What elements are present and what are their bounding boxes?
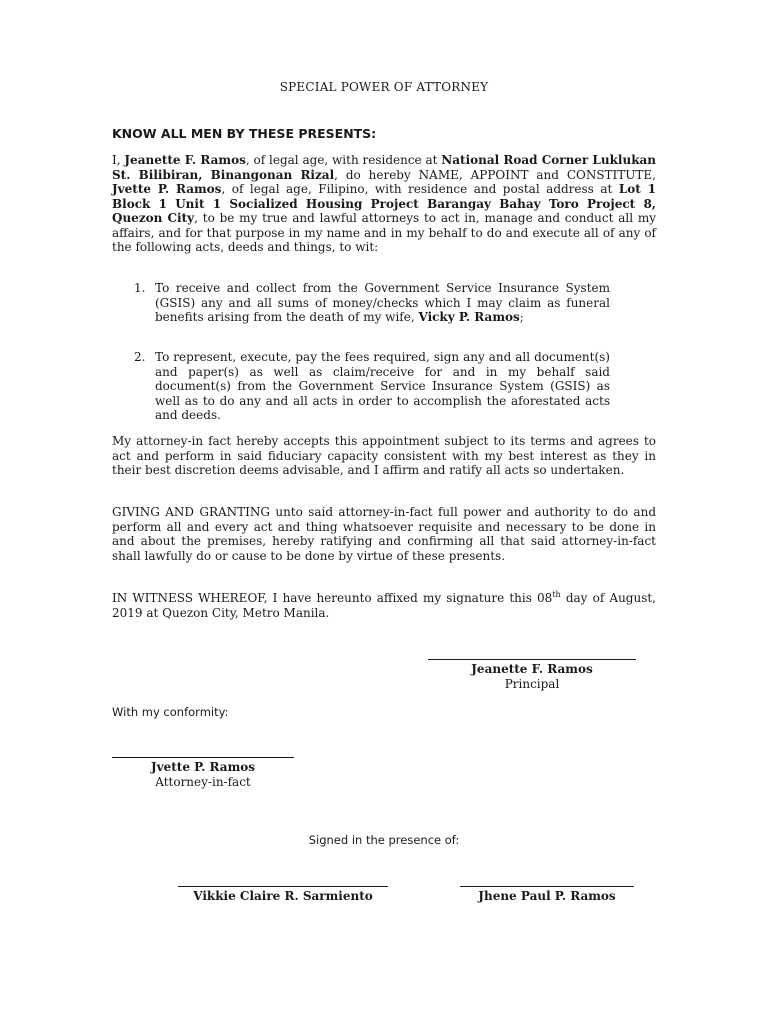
document-heading: KNOW ALL MEN BY THESE PRESENTS: [112,126,377,141]
attorney-signature-role: Attorney-in-fact [155,774,251,789]
principal-signature-block [428,659,636,691]
signature-line [460,886,634,887]
signature-line [178,886,388,887]
attorney-name: Jvette P. Ramos [112,182,222,196]
intro-text-4: , of legal age, Filipino, with residence and postal address at [221,182,619,196]
witness-name: Jhene Paul P. Ramos [478,889,616,903]
item-tail: ; [519,310,524,324]
witness-signature-block [178,886,388,904]
principal-name: Jeanette F. Ramos [124,153,246,167]
witness-text-1: IN WITNESS WHEREOF, I have hereunto affixed my signature this 08 [112,591,553,605]
principal-address: National Road Corner Luklukan St. Bilibiran, Binangonan Rizal [112,153,657,182]
intro-text-3: , do hereby NAME, APPOINT and CONSTITUTE, [334,167,656,182]
document-title: SPECIAL POWER OF ATTORNEY [279,80,489,94]
attorney-signature-block [112,757,294,789]
witness-name: Vikkie Claire R. Sarmiento [193,889,373,903]
intro-paragraph [112,153,656,255]
spouse-name: Vicky P. Ramos [418,310,520,324]
day-suffix: th [552,590,561,599]
signature-line [112,757,294,758]
intro-text-5: , to be my true and lawful attorneys to act in, manage and conduct all my affairs, and for that purpose in my name and in my behalf to do and execute all of any of the following acts, deeds and things, to wit: [112,211,656,254]
intro-text-2: , of legal age, with residence at [245,153,442,167]
witness-text-2: day of August, 2019 at Quezon City, Metro Manila. [112,591,656,620]
item-number: 1. [134,281,146,295]
witness-paragraph [112,591,656,620]
item-text: To receive and collect from the Government Service Insurance System (GSIS) any and all sums of money/checks which I may claim as funeral benefits arising from the death of my wife, [155,281,610,324]
list-item [134,281,610,325]
granting-paragraph: GIVING AND GRANTING unto said attorney-in-fact full power and authority to do and perform all and every act and thing whatsoever requisite and necessary to be done in and about the premises, hereby ratifying and confirming all that said attorney-in-fact shall lawfully do or cause to be done by virtue of these presents. [112,505,656,563]
attorney-signature-name: Jvette P. Ramos [150,760,256,774]
witness-signature-block [460,886,634,904]
signature-line [428,659,636,660]
conformity-label: With my conformity: [112,705,229,719]
principal-signature-name: Jeanette F. Ramos [471,662,593,676]
item-number: 2. [134,350,146,364]
item-text: To represent, execute, pay the fees required, sign any and all document(s) and paper(s) as well as claim/receive for and in my behalf said document(s) from the Government Service Insurance System (GSIS) as well as to do any and all acts in order to accomplish the aforestated acts and deeds. [155,350,610,422]
acceptance-paragraph: My attorney-in fact hereby accepts this appointment subject to its terms and agrees to act and perform in said fiduciary capacity consistent with my best interest as they in their best discretion deems advisable, and I affirm and ratify all acts so undertaken. [112,434,656,477]
list-item [134,350,610,423]
presence-label: Signed in the presence of: [308,833,460,847]
attorney-address: Lot 1 Block 1 Unit 1 Socialized Housing Project Barangay Bahay Toro Project 8, Quezon City [112,182,657,225]
principal-signature-role: Principal [504,676,560,691]
intro-text-1: I, [112,153,125,167]
